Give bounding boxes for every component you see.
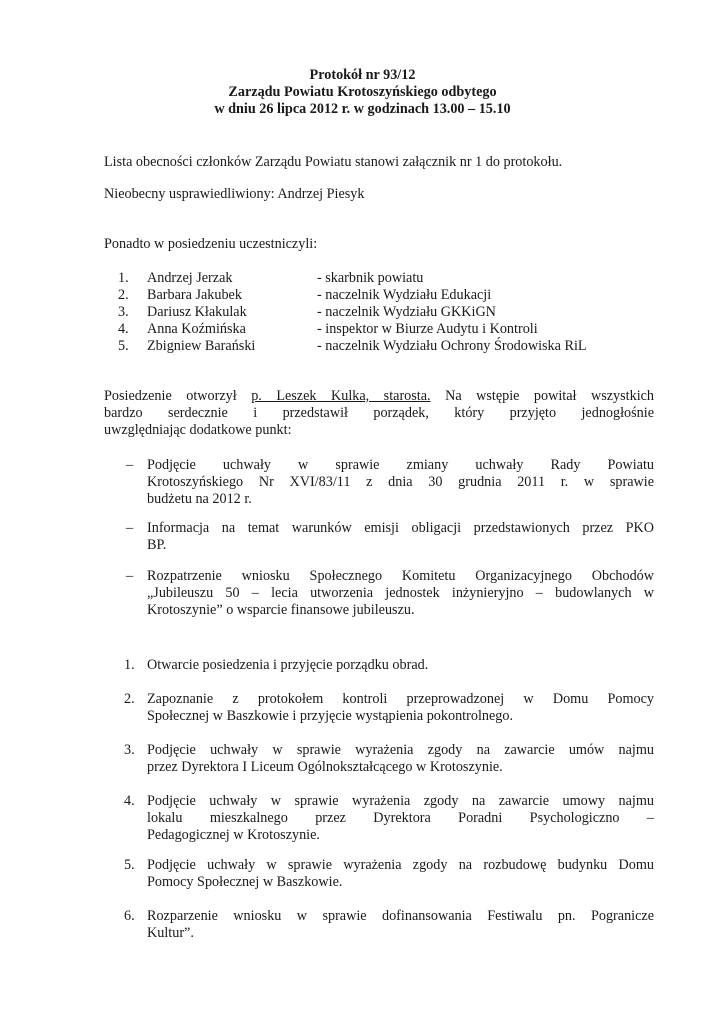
opening-line-1 [104,388,654,405]
agenda-item [147,691,654,725]
participant-number: 3. [118,304,129,320]
point-line: „Jubileuszu 50 – lecia utworzenia jednostek inżynieryjno – budowlanych w [147,585,654,601]
additional-point [147,457,654,508]
agenda-line: Podjęcie uchwały w sprawie wyrażenia zgody na zawarcie umowy najmu [147,793,654,809]
dash-marker: – [126,520,134,536]
chairman-name: p. Leszek Kulka, starosta. [251,388,431,404]
protocol-title: Protokół nr 93/12 [309,67,416,83]
attendance-note: Lista obecności członków Zarządu Powiatu stanowi załącznik nr 1 do protokołu. [104,154,563,170]
additional-point [147,568,654,619]
point-line: BP. [147,537,167,553]
participant-role: - skarbnik powiatu [317,270,424,286]
agenda-item [147,793,654,844]
agenda-line: Podjęcie uchwały w sprawie wyrażenia zgody na rozbudowę budynku Domu [147,857,654,873]
participant-name: Andrzej Jerzak [147,270,233,286]
agenda-line: Zapoznanie z protokołem kontroli przeprowadzonej w Domu Pomocy [147,691,654,707]
agenda-line: Otwarcie posiedzenia i przyjęcie porządku obrad. [147,657,429,673]
participant-name: Dariusz Kłakulak [147,304,247,320]
protocol-subtitle: Zarządu Powiatu Krotoszyńskiego odbytego [228,84,497,100]
participant-number: 4. [118,321,129,337]
agenda-item [147,908,654,942]
participant-name: Barbara Jakubek [147,287,242,303]
participant-name: Anna Koźmińska [147,321,246,337]
protocol-date: w dniu 26 lipca 2012 r. w godzinach 13.00 – 15.10 [214,101,511,117]
agenda-number: 2. [124,691,135,707]
point-line: budżetu na 2012 r. [147,491,252,507]
participant-number: 5. [118,338,129,354]
dash-marker: – [126,568,134,584]
point-line: Podjęcie uchwały w sprawie zmiany uchwały Rady Powiatu [147,457,654,473]
participant-number: 1. [118,270,129,286]
agenda-number: 4. [124,793,135,809]
participant-role: - naczelnik Wydziału Edukacji [317,287,492,303]
agenda-number: 5. [124,857,135,873]
participants-intro: Ponadto w posiedzeniu uczestniczyli: [104,236,318,252]
dash-marker: – [126,457,134,473]
point-line: Rozpatrzenie wniosku Społecznego Komitetu Organizacyjnego Obchodów [147,568,654,584]
agenda-number: 6. [124,908,135,924]
participant-role: - naczelnik Wydziału Ochrony Środowiska RiL [317,338,587,354]
point-line: Informacja na temat warunków emisji obligacji przedstawionych przez PKO [147,520,654,536]
opening-line-3: uwzględniając dodatkowe punkt: [104,422,292,438]
agenda-line: Podjęcie uchwały w sprawie wyrażenia zgody na zawarcie umów najmu [147,742,654,758]
additional-point [147,520,654,554]
point-line: Krotoszyńskiego Nr XVI/83/11 z dnia 30 grudnia 2011 r. w sprawie [147,474,654,490]
opening-text-a: Posiedzenie otworzył [104,388,237,404]
opening-text-b: Na wstępie powitał wszystkich [445,388,655,404]
agenda-line: lokalu mieszkalnego przez Dyrektora Poradni Psychologiczno – [147,810,654,826]
participant-role: - naczelnik Wydziału GKKiGN [317,304,496,320]
participant-role: - inspektor w Biurze Audytu i Kontroli [317,321,538,337]
agenda-item [147,742,654,776]
agenda-line: Pedagogicznej w Krotoszynie. [147,827,320,843]
point-line: Krotoszynie” o wsparcie finansowe jubileuszu. [147,602,415,618]
agenda-line: Kultur”. [147,925,194,941]
participant-number: 2. [118,287,129,303]
agenda-item [147,657,654,674]
agenda-line: Rozparzenie wniosku w sprawie dofinansowania Festiwalu pn. Pogranicze [147,908,654,924]
agenda-number: 1. [124,657,135,673]
agenda-line: Pomocy Społecznej w Baszkowie. [147,874,343,890]
agenda-line: przez Dyrektora I Liceum Ogólnokształcącego w Krotoszynie. [147,759,503,775]
agenda-line: Społecznej w Baszkowie i przyjęcie wystąpienia pokontrolnego. [147,708,514,724]
agenda-number: 3. [124,742,135,758]
absent-note: Nieobecny usprawiedliwiony: Andrzej Piesyk [104,186,365,202]
agenda-item [147,857,654,891]
participant-name: Zbigniew Barański [147,338,256,354]
opening-line-2: bardzo serdecznie i przedstawił porządek, który przyjęto jednogłośnie [104,405,654,421]
